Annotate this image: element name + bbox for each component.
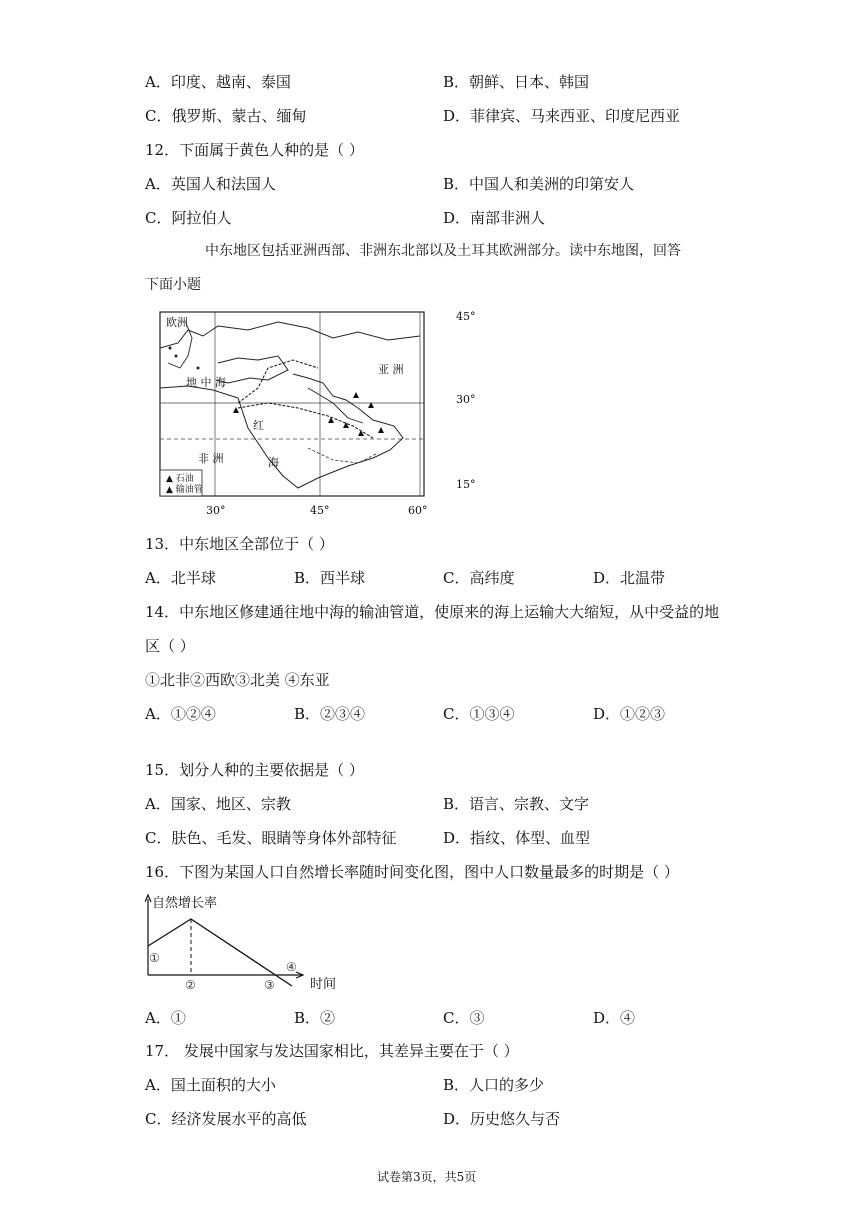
middle-east-map (158, 308, 488, 518)
island (169, 347, 172, 350)
island (175, 355, 178, 358)
q14-option-c: C．①③④ (443, 705, 515, 723)
q15-option-a: A．国家、地区、宗教 (145, 795, 291, 813)
q13-option-a: A．北半球 (145, 569, 216, 587)
q14-option-d: D．①②③ (593, 705, 666, 723)
q13-stem: 13．中东地区全部位于（ ） (145, 535, 334, 553)
graph-point-2: ② (185, 978, 196, 992)
turkey-coast (216, 356, 288, 383)
page-footer: 试卷第3页，共5页 (377, 1170, 477, 1184)
q15-stem: 15．划分人种的主要依据是（ ） (145, 761, 364, 779)
northern-coast (160, 322, 420, 348)
q17-option-a: A．国土面积的大小 (145, 1076, 276, 1094)
q14-stem-line-2: 区（ ） (145, 637, 195, 655)
pipeline-north (238, 360, 318, 403)
border-dash (308, 448, 378, 463)
q11-option-a: A．印度、越南、泰国 (145, 73, 291, 91)
graph-point-4: ④ (286, 960, 297, 974)
label-lon-45: 45° (310, 504, 330, 517)
balkan-coast (168, 323, 192, 368)
label-red-sea-2: 海 (268, 456, 279, 469)
q15-option-c: C．肤色、毛发、眼睛等身体外部特征 (145, 829, 397, 847)
legend-oil: ▲ 石油 (166, 474, 194, 484)
q16-stem: 16．下图为某国人口自然增长率随时间变化图，图中人口数量最多的时期是（ ） (145, 863, 679, 881)
passage-line-2: 下面小题 (145, 277, 201, 293)
q12-option-c: C．阿拉伯人 (145, 209, 232, 227)
q17-option-d: D．历史悠久与否 (443, 1110, 561, 1128)
q14-option-b: B．②③④ (294, 705, 366, 723)
label-lat-30: 30° (456, 393, 476, 406)
q14-stem-line-1: 14．中东地区修建通往地中海的输油管道，使原来的海上运输大大缩短，从中受益的地 (145, 603, 720, 621)
q12-option-a: A．英国人和法国人 (145, 175, 276, 193)
q17-option-c: C．经济发展水平的高低 (145, 1110, 307, 1128)
growth-rate-line (148, 919, 292, 986)
graph-point-1: ① (149, 951, 160, 965)
q14-choices: ①北非②西欧③北美 ④东亚 (145, 671, 330, 689)
passage-line-1: 中东地区包括亚洲西部、非洲东北部以及土耳其欧洲部分。读中东地图，回答 (205, 243, 681, 259)
q11-option-c: C．俄罗斯、蒙古、缅甸 (145, 107, 307, 125)
q16-option-c: C．③ (443, 1009, 485, 1027)
legend-pipeline: ▲ 输油管 (166, 485, 203, 495)
graph-point-3: ③ (264, 978, 275, 992)
q12-stem: 12．下面属于黄色人种的是（ ） (145, 141, 364, 159)
label-lon-60: 60° (408, 504, 428, 517)
label-lat-45: 45° (456, 310, 476, 323)
q15-option-b: B．语言、宗教、文字 (443, 795, 590, 813)
q13-option-d: D．北温带 (593, 569, 666, 587)
growth-rate-graph (145, 893, 355, 993)
q15-option-d: D．指纹、体型、血型 (443, 829, 591, 847)
map-frame (160, 312, 424, 496)
q13-option-b: B．西半球 (294, 569, 366, 587)
graph-ylabel: 自然增长率 (152, 896, 218, 911)
q11-option-b: B．朝鲜、日本、韩国 (443, 73, 590, 91)
q17-option-b: B．人口的多少 (443, 1076, 545, 1094)
q12-option-b: B．中国人和美洲的印第安人 (443, 175, 635, 193)
graph-xlabel: 时间 (310, 977, 337, 992)
q14-option-a: A．①②④ (145, 705, 216, 723)
label-mediterranean: 地 中 海 (186, 376, 226, 389)
label-europe: 欧洲 (166, 316, 188, 329)
q11-option-d: D．菲律宾、马来西亚、印度尼西亚 (443, 107, 681, 125)
q12-option-d: D．南部非洲人 (443, 209, 546, 227)
q13-option-c: C．高纬度 (443, 569, 515, 587)
label-lon-30: 30° (206, 504, 226, 517)
label-lat-15: 15° (456, 478, 476, 491)
q16-option-d: D．④ (593, 1009, 636, 1027)
label-red-sea-1: 红 (253, 419, 264, 432)
q17-stem: 17． 发展中国家与发达国家相比，其差异主要在于（ ） (145, 1042, 519, 1060)
label-asia: 亚 洲 (378, 363, 404, 376)
label-africa: 非 洲 (198, 452, 224, 465)
q16-option-a: A．① (145, 1009, 186, 1027)
island (197, 367, 200, 370)
q16-option-b: B．② (294, 1009, 336, 1027)
